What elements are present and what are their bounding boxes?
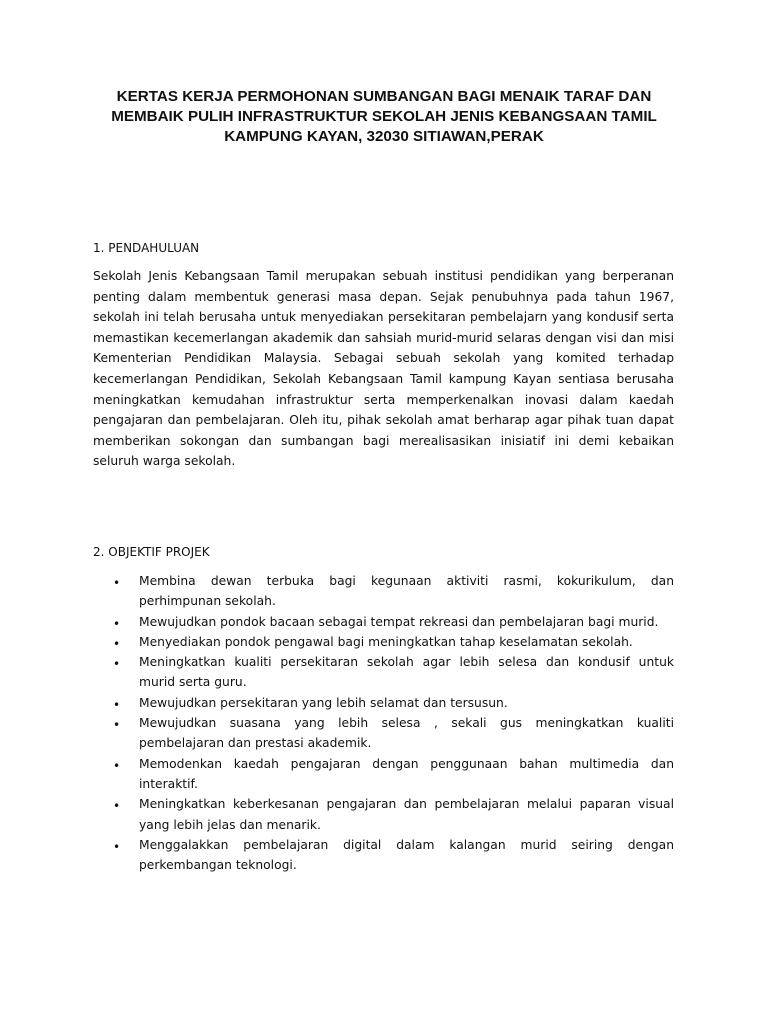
- bullet-icon: •: [113, 636, 121, 651]
- paragraph-line: pengajaran dan pembelajaran. Oleh itu, pihak sekolah amat berharap agar pihak tuan dapat: [93, 413, 674, 428]
- title-line: MEMBAIK PULIH INFRASTRUKTUR SEKOLAH JENIS KEBANGSAAN TAMIL: [111, 108, 657, 125]
- objective-item: [93, 794, 674, 835]
- objective-line: Menggalakkan pembelajaran digital dalam kalangan murid seiring dengan: [139, 837, 674, 852]
- bullet-icon: •: [113, 657, 121, 672]
- bullet-icon: •: [113, 576, 121, 590]
- paragraph-line: memberikan sokongan dan sumbangan bagi merealisasikan inisiatif ini demi kebaikan: [93, 433, 674, 448]
- paragraph-line: penting dalam membentuk generasi masa depan. Sejak penubuhnya pada tahun 1967,: [93, 289, 674, 304]
- paragraph-line: memastikan kecemerlangan akademik dan sahsiah murid-murid selaras dengan visi dan misi: [93, 330, 674, 345]
- objective-line: perkembangan teknologi.: [139, 858, 297, 873]
- objective-line: interaktif.: [139, 776, 198, 791]
- objective-line: Menyediakan pondok pengawal bagi meningkatkan tahap keselamatan sekolah.: [139, 634, 633, 649]
- objective-item: [93, 713, 674, 754]
- paragraph-line: Sekolah Jenis Kebangsaan Tamil merupakan sebuah institusi pendidikan yang berperanan: [93, 269, 674, 283]
- objective-line: Mewujudkan suasana yang lebih selesa , sekali gus meningkatkan kualiti: [139, 716, 674, 731]
- objective-line: yang lebih jelas dan menarik.: [139, 817, 321, 832]
- section-heading-pendahuluan: 1. PENDAHULUAN: [93, 241, 200, 255]
- objective-line: Mewujudkan persekitaran yang lebih selamat dan tersusun.: [139, 695, 508, 710]
- bullet-icon: •: [113, 616, 121, 631]
- objective-line: pembelajaran dan prestasi akademik.: [139, 736, 372, 751]
- paragraph-line: meningkatkan kemudahan infrastruktur serta memperkenalkan inovasi dalam kaedah: [93, 392, 674, 407]
- section-heading-objektif: 2. OBJEKTIF PROJEK: [93, 545, 210, 559]
- title-line: KERTAS KERJA PERMOHONAN SUMBANGAN BAGI MENAIK TARAF DAN: [116, 88, 652, 105]
- bullet-icon: •: [113, 697, 121, 712]
- objective-item: [93, 754, 674, 795]
- paragraph-line: seluruh warga sekolah.: [93, 454, 236, 469]
- bullet-icon: •: [113, 799, 121, 814]
- bullet-icon: •: [113, 839, 121, 854]
- objective-item: [93, 571, 674, 612]
- objective-item: [93, 632, 674, 652]
- paragraph-line: sekolah ini telah berusaha untuk menyediakan persekitaran pembelajarn yang kondusif serta: [93, 310, 674, 325]
- objective-line: Meningkatkan kualiti persekitaran sekolah agar lebih selesa dan kondusif untuk: [139, 655, 674, 670]
- document-title: [88, 87, 680, 147]
- intro-paragraph: [93, 266, 674, 472]
- objective-item: [93, 693, 674, 713]
- paragraph-line: kecemerlangan Pendidikan, Sekolah Kebangsaan Tamil kampung Kayan sentiasa berusaha: [93, 371, 674, 386]
- objective-item: [93, 835, 674, 876]
- paragraph-line: Kementerian Pendidikan Malaysia. Sebagai sebuah sekolah yang komited terhadap: [93, 351, 674, 366]
- objective-item: [93, 612, 674, 632]
- objective-list: [93, 571, 674, 875]
- bullet-icon: •: [113, 718, 121, 733]
- objective-item: [93, 652, 674, 693]
- bullet-icon: •: [113, 758, 121, 773]
- objective-line: Memodenkan kaedah pengajaran dengan penggunaan bahan multimedia dan: [139, 756, 674, 771]
- objective-line: Meningkatkan keberkesanan pengajaran dan pembelajaran melalui paparan visual: [139, 797, 674, 812]
- objective-line: perhimpunan sekolah.: [139, 594, 276, 609]
- objective-line: Mewujudkan pondok bacaan sebagai tempat rekreasi dan pembelajaran bagi murid.: [139, 614, 659, 629]
- title-line: KAMPUNG KAYAN, 32030 SITIAWAN,PERAK: [224, 128, 544, 145]
- objective-line: Membina dewan terbuka bagi kegunaan aktiviti rasmi, kokurikulum, dan: [139, 574, 674, 588]
- objective-line: murid serta guru.: [139, 675, 247, 690]
